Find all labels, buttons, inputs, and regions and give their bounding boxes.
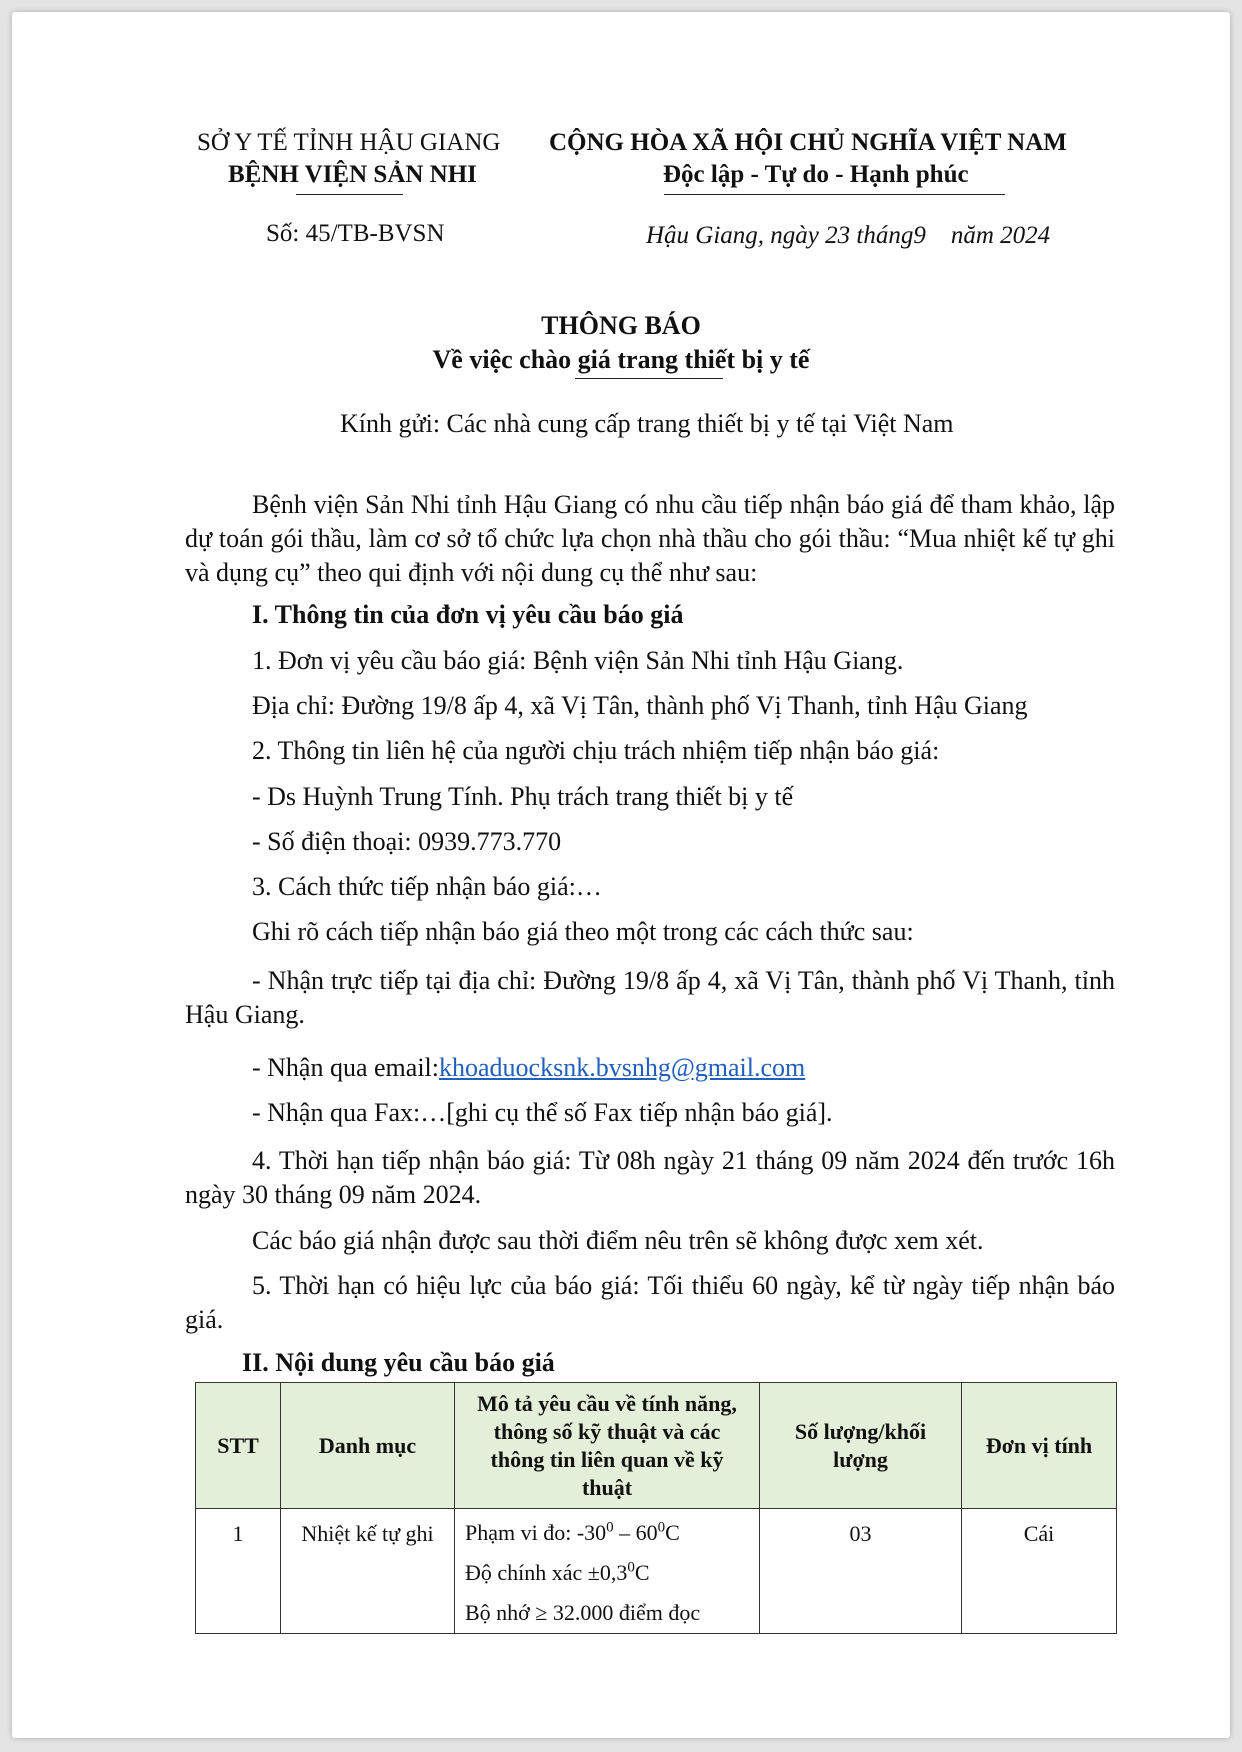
section-1-heading: I. Thông tin của đơn vị yêu cầu báo giá [252,600,684,629]
method-heading: 3. Cách thức tiếp nhận báo giá:… [252,872,602,901]
intro-paragraph: Bệnh viện Sản Nhi tỉnh Hậu Giang có nhu cầu tiếp nhận báo giá để tham khảo, lập dự toán gói thầu, làm cơ sở tổ chức lựa chọn nhà thầu cho gói thầu: “Mua nhiệt kế tự ghi và dụng cụ” theo qui định với nội dung cụ thể như sau: [185,490,1115,587]
header-description: Mô tả yêu cầu về tính năng, thông số kỹ thuật và các thông tin liên quan về kỹ thuật [455,1383,760,1509]
spec-memory: Bộ nhớ ≥ 32.000 điểm đọc [465,1600,701,1625]
hospital-underline [296,194,403,195]
method-fax: - Nhận qua Fax:…[ghi cụ thể số Fax tiếp nhận báo giá]. [252,1098,833,1127]
unit-address: Địa chỉ: Đường 19/8 ấp 4, xã Vị Tân, thành phố Vị Thanh, tỉnh Hậu Giang [252,691,1028,720]
method-direct: - Nhận trực tiếp tại địa chỉ: Đường 19/8 ấp 4, xã Vị Tân, thành phố Vị Thanh, tỉnh Hậu Giang. [185,966,1115,1029]
issue-date: Hậu Giang, ngày 23 tháng9 năm 2024 [646,222,1051,249]
table-row [196,1509,1117,1634]
requesting-unit: 1. Đơn vị yêu cầu báo giá: Bệnh viện Sản Nhi tỉnh Hậu Giang. [252,646,904,675]
contact-person: - Ds Huỳnh Trung Tính. Phụ trách trang thiết bị y tế [252,782,794,811]
document-page [12,12,1230,1738]
header-stt: STT [196,1383,281,1509]
hospital-name: BỆNH VIỆN SẢN NHI [228,161,477,188]
spec-range: Phạm vi đo: $-30^0 - 60^0C$ [465,1519,680,1545]
deadline-paragraph: 4. Thời hạn tiếp nhận báo giá: Từ 08h ngày 21 tháng 09 năm 2024 đến trước 16h ngày 30 tháng 09 năm 2024. [185,1146,1115,1209]
method-note: Ghi rõ cách tiếp nhận báo giá theo một trong các cách thức sau: [252,917,914,946]
cell-stt: 1 [196,1509,281,1634]
agency-name: SỞ Y TẾ TỈNH HẬU GIANG [197,129,501,156]
contact-heading: 2. Thông tin liên hệ của người chịu trách nhiệm tiếp nhận báo giá: [252,736,940,765]
email-link[interactable]: khoaduocksnk.bvsnhg@gmail.com [439,1053,806,1082]
cell-description [455,1509,760,1634]
cell-quantity: 03 [760,1509,962,1634]
recipient-line: Kính gửi: Các nhà cung cấp trang thiết bị y tế tại Việt Nam [340,409,954,438]
request-table [195,1382,1117,1634]
header-quantity: Số lượng/khối lượng [760,1383,962,1509]
header-item: Danh mục [281,1383,455,1509]
nation-name: CỘNG HÒA XÃ HỘI CHỦ NGHĨA VIỆT NAM [549,129,1067,156]
validity-paragraph: 5. Thời hạn có hiệu lực của báo giá: Tối thiểu 60 ngày, kể từ ngày tiếp nhận báo giá. [185,1271,1115,1334]
document-subject: Về việc chào giá trang thiết bị y tế [432,345,810,374]
document-title: THÔNG BÁO [541,311,701,340]
late-note: Các báo giá nhận được sau thời điểm nêu trên sẽ không được xem xét. [252,1226,984,1255]
national-motto: Độc lập - Tự do - Hạnh phúc [663,161,969,188]
contact-phone: - Số điện thoại: 0939.773.770 [252,827,562,856]
subject-underline [575,378,723,379]
table-header-row [196,1383,1117,1509]
cell-item: Nhiệt kế tự ghi [281,1509,455,1634]
cell-unit: Cái [962,1509,1117,1634]
method-email-line [252,1053,805,1083]
section-2-heading: II. Nội dung yêu cầu báo giá [242,1348,555,1377]
spec-accuracy: Độ chính xác $\pm 0,3^0C$ [465,1559,650,1585]
motto-underline [664,194,1005,195]
method-email-label: - Nhận qua email: [252,1053,439,1082]
header-unit: Đơn vị tính [962,1383,1117,1509]
document-number: Số: 45/TB-BVSN [266,220,445,247]
